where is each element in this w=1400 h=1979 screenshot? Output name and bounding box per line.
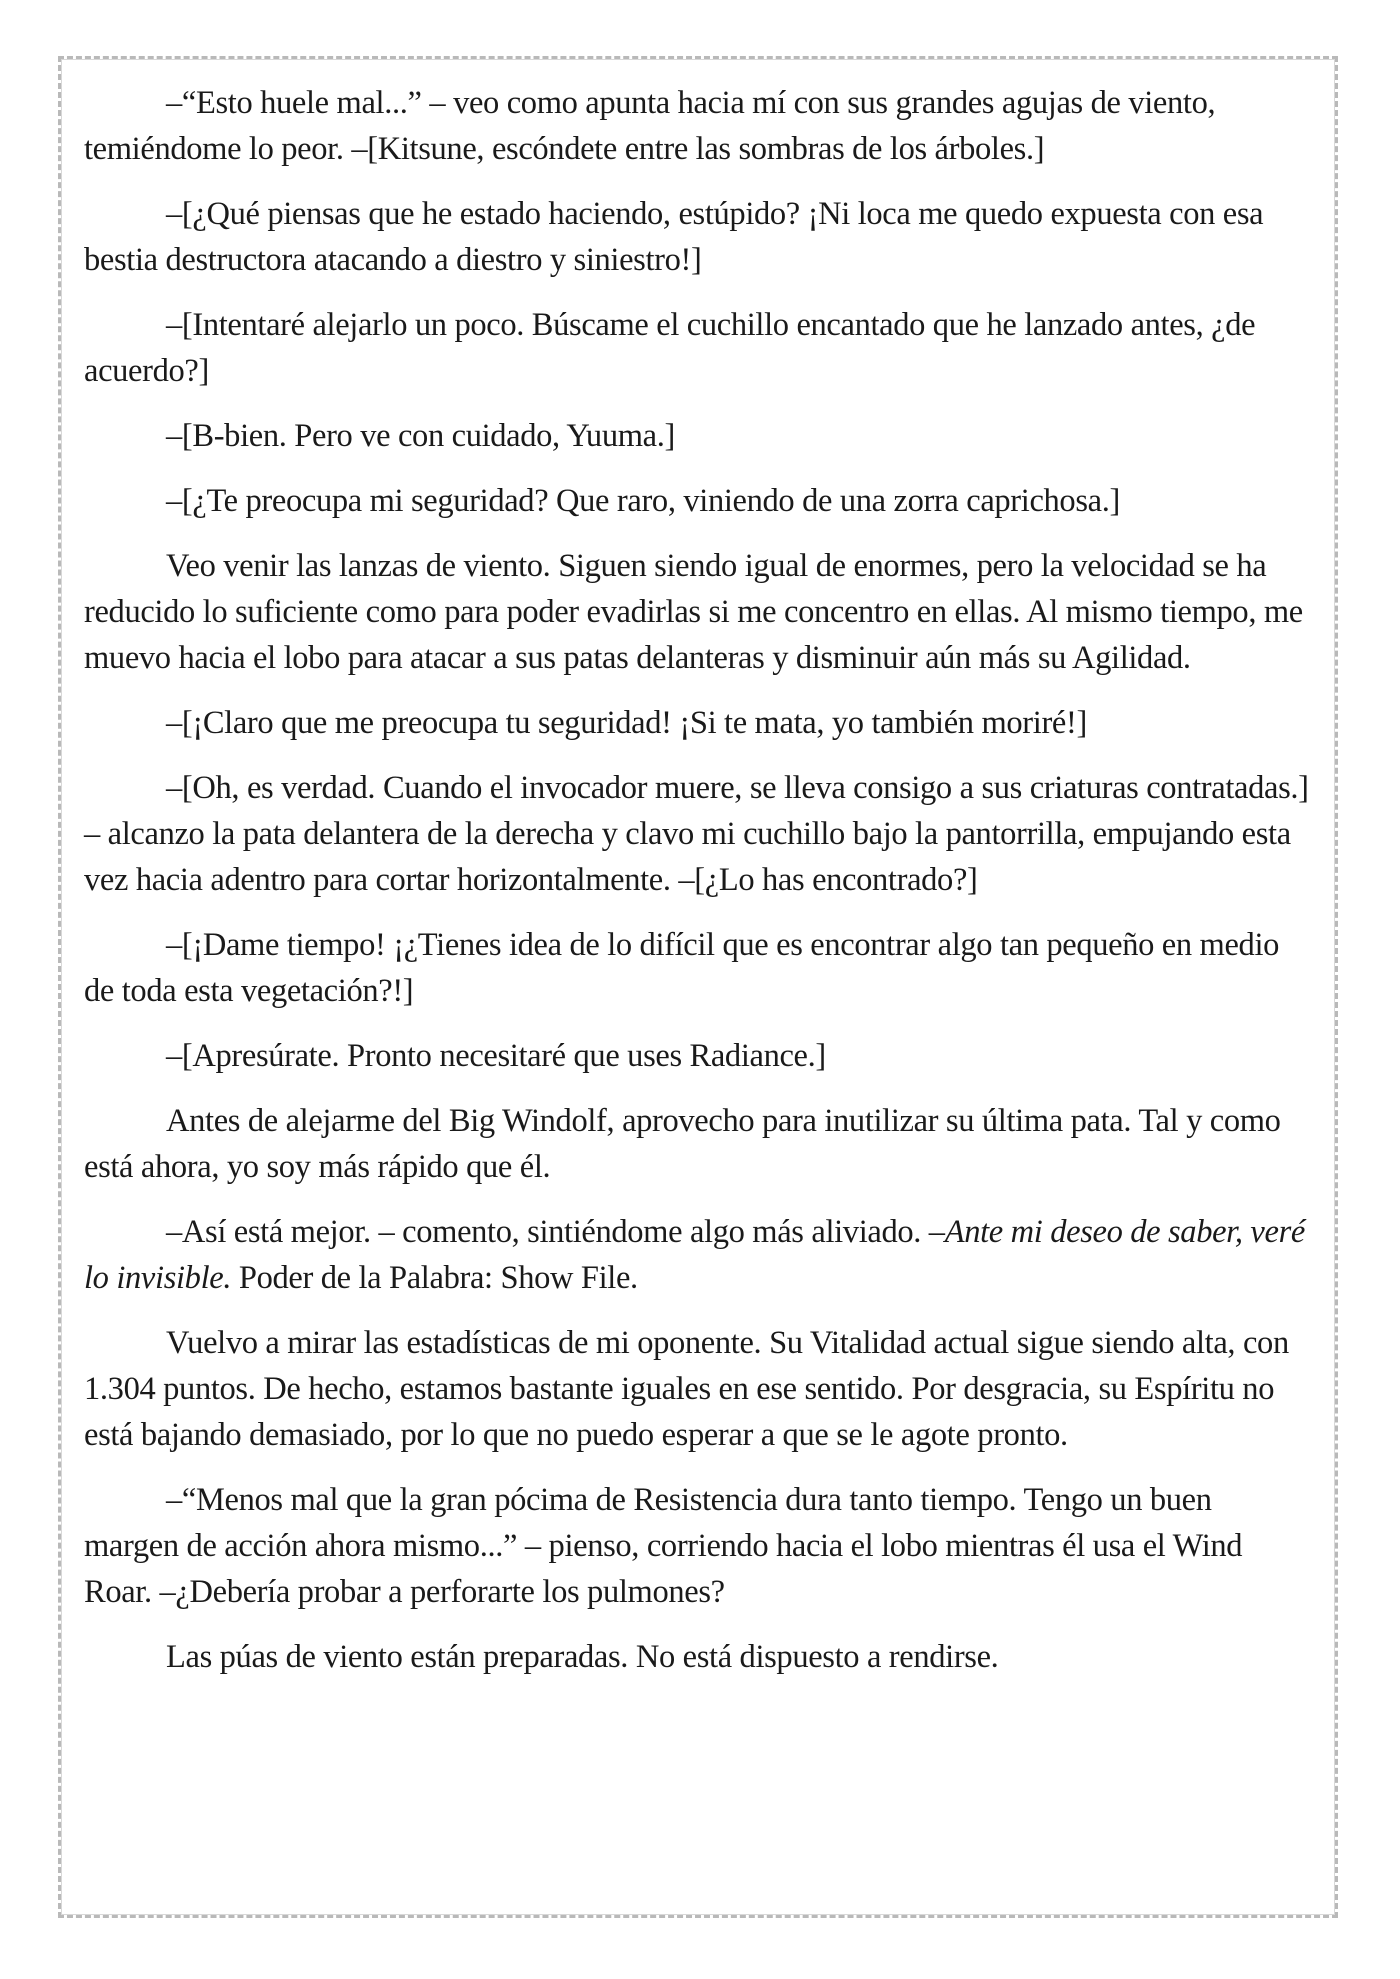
paragraph [84, 191, 1314, 283]
text-run: –[¿Qué piensas que he estado haciendo, estúpido? ¡Ni loca me quedo expuesta con esa bestia destructora atacando a diestro y siniestro!] [84, 196, 1264, 278]
paragraph [84, 765, 1314, 903]
paragraph [84, 1320, 1314, 1458]
text-run: –Así está mejor. – comento, sintiéndome algo más aliviado. – [166, 1214, 945, 1250]
text-run: Poder de la Palabra: Show File. [231, 1260, 638, 1296]
paragraph [84, 80, 1314, 172]
text-run: Antes de alejarme del Big Windolf, aprovecho para inutilizar su última pata. Tal y como está ahora, yo soy más rápido que él. [84, 1103, 1281, 1185]
text-run: –[¡Dame tiempo! ¡¿Tienes idea de lo difícil que es encontrar algo tan pequeño en medio de toda esta vegetación?!] [84, 927, 1280, 1009]
paragraph [84, 302, 1314, 394]
paragraph [84, 413, 1314, 459]
paragraph [84, 478, 1314, 524]
text-run: –“Esto huele mal...” – veo como apunta hacia mí con sus grandes agujas de viento, temiéndome lo peor. –[Kitsune, escóndete entre las sombras de los árboles.] [84, 85, 1216, 167]
text-run: –“Menos mal que la gran pócima de Resistencia dura tanto tiempo. Tengo un buen margen de acción ahora mismo...” – pienso, corriendo hacia el lobo mientras él usa el Wind Roar. –¿Debería probar a perforarte los pulmones? [84, 1482, 1243, 1610]
paragraph [84, 1634, 1314, 1680]
text-run: –[Intentaré alejarlo un poco. Búscame el cuchillo encantado que he lanzado antes, ¿de acuerdo?] [84, 307, 1256, 389]
italic-text-run: Ante mi deseo de saber, veré lo invisible. [84, 1214, 1305, 1296]
paragraph [84, 1477, 1314, 1615]
text-run: –[Oh, es verdad. Cuando el invocador muere, se lleva consigo a sus criaturas contratadas.] – alcanzo la pata delantera de la derecha y clavo mi cuchillo bajo la pantorrilla, empujando esta vez hacia adentro para cortar horizontalmente. –[¿Lo has encontrado?] [84, 770, 1309, 898]
text-run: Vuelvo a mirar las estadísticas de mi oponente. Su Vitalidad actual sigue siendo alta, con 1.304 puntos. De hecho, estamos bastante iguales en ese sentido. Por desgracia, su Espíritu no está bajando demasiado, por lo que no puedo esperar a que se le agote pronto. [84, 1325, 1289, 1453]
document-body [84, 80, 1314, 1699]
paragraph [84, 543, 1314, 681]
text-run: Las púas de viento están preparadas. No está dispuesto a rendirse. [166, 1639, 999, 1675]
paragraph [84, 922, 1314, 1014]
paragraph [84, 700, 1314, 746]
text-run: Veo venir las lanzas de viento. Siguen siendo igual de enormes, pero la velocidad se ha reducido lo suficiente como para poder evadirlas si me concentro en ellas. Al mismo tiempo, me muevo hacia el lobo para atacar a sus patas delanteras y disminuir aún más su Agilidad. [84, 548, 1303, 676]
text-run: –[Apresúrate. Pronto necesitaré que uses Radiance.] [166, 1038, 826, 1074]
paragraph [84, 1033, 1314, 1079]
text-run: –[B-bien. Pero ve con cuidado, Yuuma.] [166, 418, 675, 454]
paragraph [84, 1098, 1314, 1190]
text-run: –[¡Claro que me preocupa tu seguridad! ¡Si te mata, yo también moriré!] [166, 705, 1087, 741]
text-run: –[¿Te preocupa mi seguridad? Que raro, viniendo de una zorra caprichosa.] [166, 483, 1120, 519]
paragraph [84, 1209, 1314, 1301]
